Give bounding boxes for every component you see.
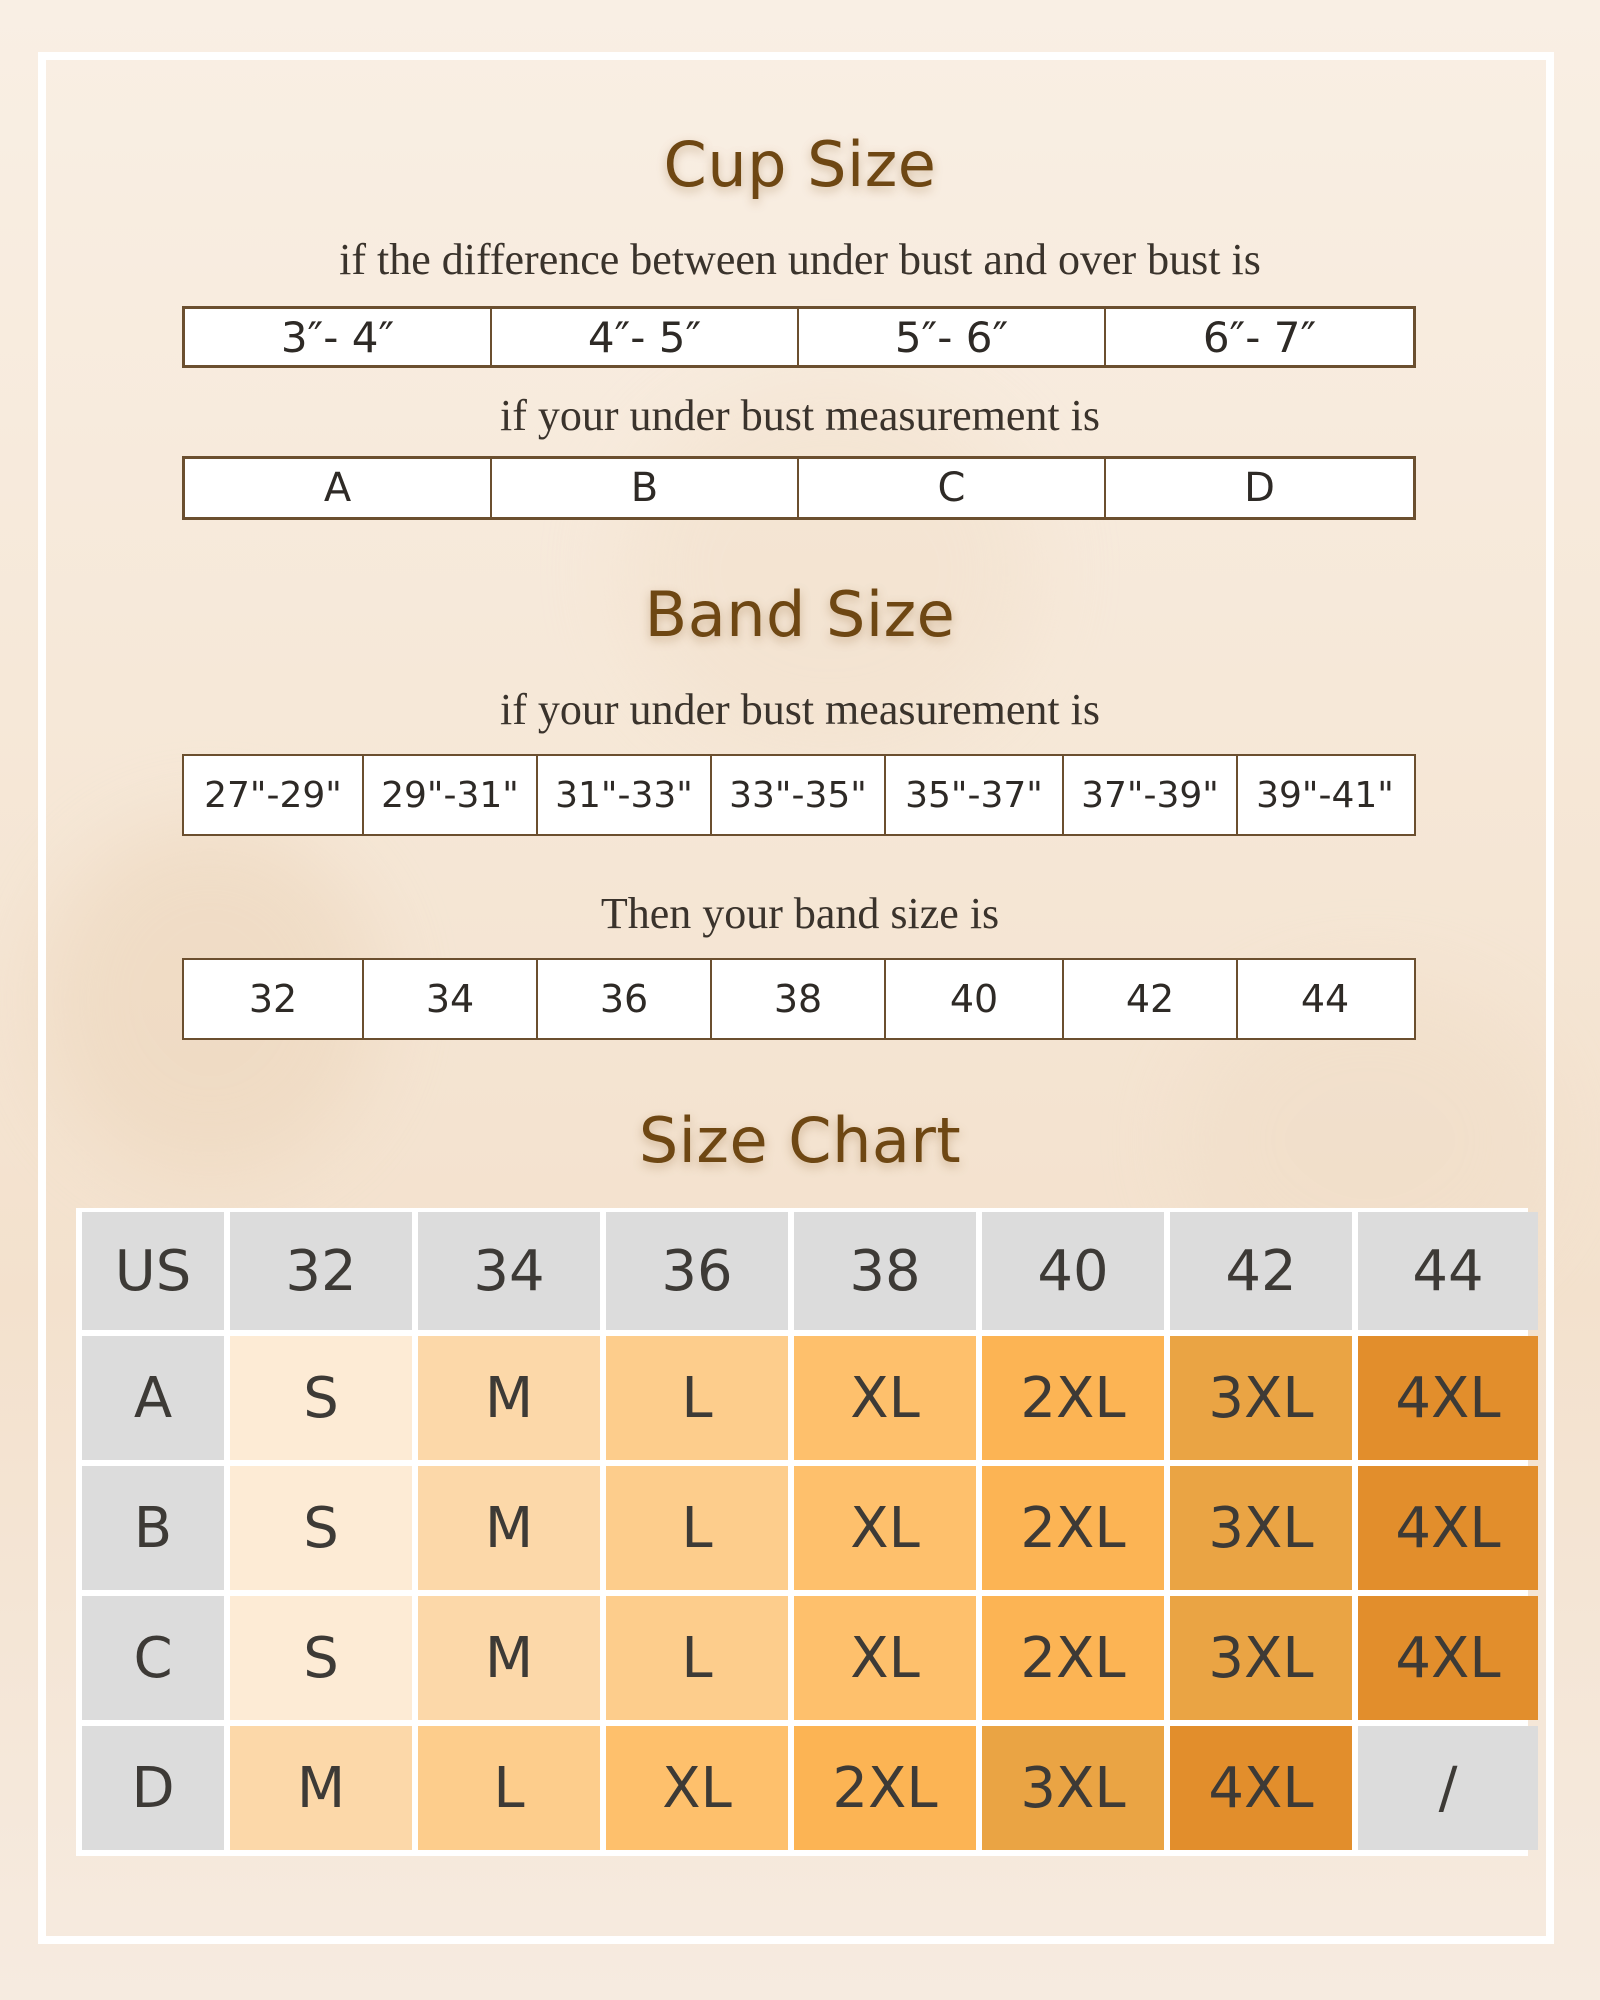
difference-caption: if the difference between under bust and over bust is: [339, 235, 1261, 284]
size-cell: 4XL: [1358, 1596, 1538, 1720]
cup-row-label: C: [82, 1596, 224, 1720]
cup-caption: if your under bust measurement is: [500, 391, 1100, 440]
band-size-cell: 42: [1064, 960, 1238, 1038]
size-cell: 2XL: [982, 1466, 1164, 1590]
size-cell: L: [606, 1466, 788, 1590]
cup-letter-cell: B: [492, 459, 799, 517]
under-bust-range-cell: 27"-29": [184, 756, 364, 834]
band-size-cell: 32: [184, 960, 364, 1038]
size-cell: 3XL: [1170, 1336, 1352, 1460]
band-header-cell: 44: [1358, 1212, 1538, 1330]
size-cell: M: [418, 1596, 600, 1720]
band-header-cell: 32: [230, 1212, 412, 1330]
under-bust-range-cell: 29"-31": [364, 756, 538, 834]
cup-letter-cell: A: [185, 459, 492, 517]
size-cell: 3XL: [982, 1726, 1164, 1850]
cup-size-title: Cup Size: [663, 128, 937, 201]
size-cell: 2XL: [794, 1726, 976, 1850]
size-cell: M: [230, 1726, 412, 1850]
band-size-cell: 34: [364, 960, 538, 1038]
band-size-caption: Then your band size is: [600, 889, 1000, 938]
difference-range-cell: 4″- 5″: [492, 309, 799, 365]
size-cell: XL: [794, 1596, 976, 1720]
band-size-cell: 44: [1300, 977, 1350, 1021]
size-cell: 3XL: [1170, 1596, 1352, 1720]
band-header-cell: 42: [1170, 1212, 1352, 1330]
cup-letters-row: [182, 456, 1416, 520]
size-cell: 4XL: [1170, 1726, 1352, 1850]
size-cell: L: [606, 1596, 788, 1720]
size-cell: XL: [794, 1336, 976, 1460]
cup-row-label: A: [82, 1336, 224, 1460]
size-cell: L: [418, 1726, 600, 1850]
size-chart-title: Size Chart: [638, 1104, 962, 1177]
band-size-title: Band Size: [644, 578, 956, 651]
size-cell: 2XL: [982, 1596, 1164, 1720]
band-header-cell: 40: [982, 1212, 1164, 1330]
under-bust-ranges-row: [182, 754, 1416, 836]
band-header-cell: 38: [794, 1212, 976, 1330]
us-header-cell: US: [82, 1212, 224, 1330]
difference-range-cell: 6″- 7″: [1202, 312, 1317, 362]
size-cell: M: [418, 1466, 600, 1590]
band-size-cell: 36: [538, 960, 712, 1038]
under-bust-range-cell: 37"-39": [1064, 756, 1238, 834]
size-cell: /: [1358, 1726, 1538, 1850]
cup-row-label: D: [82, 1726, 224, 1850]
cup-letter-cell: C: [799, 459, 1106, 517]
size-cell: XL: [794, 1466, 976, 1590]
band-measure-caption: if your under bust measurement is: [500, 685, 1100, 734]
size-cell: L: [606, 1336, 788, 1460]
band-size-cell: 40: [886, 960, 1064, 1038]
band-header-cell: 34: [418, 1212, 600, 1330]
size-cell: M: [418, 1336, 600, 1460]
under-bust-range-cell: 33"-35": [712, 756, 886, 834]
difference-range-cell: 3″- 4″: [185, 309, 492, 365]
under-bust-range-cell: 31"-33": [538, 756, 712, 834]
size-chart-table: [76, 1208, 1528, 1856]
under-bust-range-cell: 35"-37": [886, 756, 1064, 834]
cup-row-label: B: [82, 1466, 224, 1590]
band-header-cell: 36: [606, 1212, 788, 1330]
size-cell: S: [230, 1596, 412, 1720]
size-cell: 4XL: [1358, 1466, 1538, 1590]
size-cell: XL: [606, 1726, 788, 1850]
cup-letter-cell: D: [1244, 465, 1275, 511]
size-cell: 4XL: [1358, 1336, 1538, 1460]
size-cell: S: [230, 1466, 412, 1590]
difference-range-cell: 5″- 6″: [799, 309, 1106, 365]
under-bust-range-cell: 39"-41": [1256, 774, 1394, 816]
band-size-cell: 38: [712, 960, 886, 1038]
size-cell: 2XL: [982, 1336, 1164, 1460]
band-sizes-row: [182, 958, 1416, 1040]
size-cell: 3XL: [1170, 1466, 1352, 1590]
size-cell: S: [230, 1336, 412, 1460]
difference-ranges-row: [182, 306, 1416, 368]
